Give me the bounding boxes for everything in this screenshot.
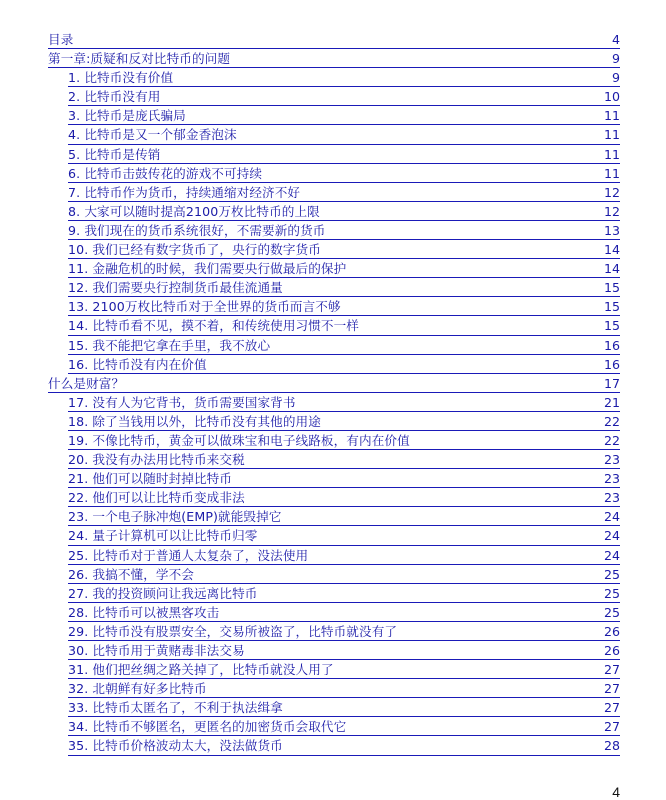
toc-entry-label: 1. 比特币没有价值 xyxy=(68,70,174,86)
toc-entry-page-number: 9 xyxy=(611,51,620,67)
toc-entry-page-number: 26 xyxy=(603,623,620,639)
toc-heading-link[interactable] xyxy=(48,49,620,68)
toc-heading-link[interactable] xyxy=(48,374,620,393)
toc-entry-page-number: 26 xyxy=(603,643,620,658)
toc-entry-label: 31. 他们把丝绸之路关掉了，比特币就没人用了 xyxy=(68,662,334,678)
toc-entry-page-number: 12 xyxy=(603,184,620,200)
toc-entry-label: 20. 我没有办法用比特币来交税 xyxy=(68,452,245,468)
toc-entry-page-number: 13 xyxy=(603,222,620,238)
toc-entry-label: 34. 比特币不够匿名，更匿名的加密货币会取代它 xyxy=(68,719,347,735)
toc-item-link[interactable] xyxy=(68,488,620,507)
page-number: 4 xyxy=(612,784,620,800)
toc-item-link[interactable] xyxy=(68,164,620,183)
toc-entry-page-number: 11 xyxy=(603,127,620,143)
toc-entry-page-number: 15 xyxy=(603,280,620,296)
toc-entry-page-number: 14 xyxy=(603,242,620,258)
toc-entry-label: 22. 他们可以让比特币变成非法 xyxy=(68,490,245,506)
toc-entry-page-number: 11 xyxy=(603,165,620,181)
toc-entry-label: 18. 除了当钱用以外，比特币没有其他的用途 xyxy=(68,413,321,429)
toc-item-link[interactable] xyxy=(68,316,620,335)
toc-item-link[interactable] xyxy=(68,87,620,106)
toc-entry-label: 30. 比特币用于黄赌毒非法交易 xyxy=(68,643,245,658)
toc-entry-label: 33. 比特币太匿名了，不利于执法缉拿 xyxy=(68,700,283,716)
toc-item-link[interactable] xyxy=(68,679,620,698)
toc-item-link[interactable] xyxy=(68,603,620,622)
toc-entry-label: 2. 比特币没有用 xyxy=(68,89,161,105)
toc-entry-label: 25. 比特币对于普通人太复杂了，没法使用 xyxy=(68,547,309,563)
toc-item-link[interactable] xyxy=(68,622,620,641)
toc-item-link[interactable] xyxy=(68,507,620,526)
toc-item-link[interactable] xyxy=(68,546,620,565)
toc-item-link[interactable] xyxy=(68,469,620,488)
toc-entry-label: 16. 比特币没有内在价值 xyxy=(68,356,207,372)
toc-item-link[interactable] xyxy=(68,660,620,679)
toc-entry-page-number: 28 xyxy=(603,738,620,754)
toc-entry-label: 6. 比特币击鼓传花的游戏不可持续 xyxy=(68,165,263,181)
toc-entry-label: 什么是财富？ xyxy=(48,375,125,391)
toc-item-link[interactable] xyxy=(68,584,620,603)
toc-entry-label: 21. 他们可以随时封掉比特币 xyxy=(68,471,233,487)
toc-item-link[interactable] xyxy=(68,641,620,660)
table-of-contents xyxy=(0,30,666,756)
toc-item-link[interactable] xyxy=(68,336,620,355)
toc-entry-label: 3. 比特币是庞氏骗局 xyxy=(68,108,186,124)
toc-item-link[interactable] xyxy=(68,278,620,297)
toc-heading-link[interactable] xyxy=(48,30,620,49)
toc-item-link[interactable] xyxy=(68,355,620,374)
toc-entry-label: 28. 比特币可以被黑客攻击 xyxy=(68,604,220,620)
toc-entry-label: 14. 比特币看不见，摸不着，和传统使用习惯不一样 xyxy=(68,318,359,334)
toc-entry-page-number: 9 xyxy=(611,70,620,86)
toc-item-link[interactable] xyxy=(68,450,620,469)
toc-entry-page-number: 23 xyxy=(603,452,620,468)
toc-entry-page-number: 24 xyxy=(603,547,620,563)
toc-entry-label: 32. 北朝鲜有好多比特币 xyxy=(68,681,207,697)
toc-entry-label: 17. 没有人为它背书，货币需要国家背书 xyxy=(68,394,296,410)
toc-item-link[interactable] xyxy=(68,412,620,431)
toc-entry-page-number: 11 xyxy=(603,146,620,162)
toc-entry-page-number: 16 xyxy=(603,337,620,353)
toc-entry-page-number: 27 xyxy=(603,700,620,716)
toc-entry-page-number: 15 xyxy=(603,318,620,334)
toc-item-link[interactable] xyxy=(68,68,620,87)
toc-item-link[interactable] xyxy=(68,240,620,259)
toc-entry-page-number: 27 xyxy=(603,681,620,697)
toc-entry-page-number: 15 xyxy=(603,299,620,315)
toc-item-link[interactable] xyxy=(68,106,620,125)
toc-item-link[interactable] xyxy=(68,183,620,202)
toc-item-link[interactable] xyxy=(68,698,620,717)
toc-item-link[interactable] xyxy=(68,736,620,755)
toc-entry-label: 11. 金融危机的时候，我们需要央行做最后的保护 xyxy=(68,261,347,277)
toc-item-link[interactable] xyxy=(68,125,620,144)
toc-entry-label: 27. 我的投资顾问让我远离比特币 xyxy=(68,585,258,601)
toc-item-link[interactable] xyxy=(68,565,620,584)
toc-item-link[interactable] xyxy=(68,259,620,278)
toc-entry-label: 15. 我不能把它拿在手里，我不放心 xyxy=(68,337,271,353)
toc-entry-label: 4. 比特币是又一个郁金香泡沫 xyxy=(68,127,237,143)
toc-item-link[interactable] xyxy=(68,717,620,736)
toc-entry-page-number: 24 xyxy=(603,528,620,544)
toc-entry-label: 29. 比特币没有股票安全，交易所被盗了，比特币就没有了 xyxy=(68,623,398,639)
toc-entry-page-number: 25 xyxy=(603,566,620,582)
toc-entry-label: 第一章:质疑和反对比特币的问题 xyxy=(48,51,231,67)
toc-item-link[interactable] xyxy=(68,202,620,221)
toc-entry-page-number: 25 xyxy=(603,585,620,601)
toc-entry-label: 13. 2100万枚比特币对于全世界的货币而言不够 xyxy=(68,299,341,315)
toc-entry-page-number: 11 xyxy=(603,108,620,124)
toc-entry-label: 35. 比特币价格波动太大，没法做货币 xyxy=(68,738,283,754)
toc-entry-page-number: 21 xyxy=(603,394,620,410)
toc-item-link[interactable] xyxy=(68,221,620,240)
toc-entry-page-number: 23 xyxy=(603,490,620,506)
toc-entry-label: 26. 我搞不懂，学不会 xyxy=(68,566,194,582)
toc-entry-page-number: 10 xyxy=(603,89,620,105)
toc-entry-page-number: 25 xyxy=(603,604,620,620)
toc-entry-page-number: 4 xyxy=(611,32,620,47)
toc-entry-label: 5. 比特币是传销 xyxy=(68,146,161,162)
toc-item-link[interactable] xyxy=(68,145,620,164)
toc-entry-label: 24. 量子计算机可以让比特币归零 xyxy=(68,528,258,544)
toc-entry-page-number: 22 xyxy=(603,413,620,429)
toc-entry-label: 目录 xyxy=(48,32,74,47)
toc-entry-page-number: 22 xyxy=(603,432,620,448)
toc-entry-label: 9. 我们现在的货币系统很好，不需要新的货币 xyxy=(68,222,326,238)
toc-entry-page-number: 16 xyxy=(603,356,620,372)
toc-item-link[interactable] xyxy=(68,431,620,450)
toc-entry-page-number: 17 xyxy=(603,375,620,391)
toc-entry-page-number: 23 xyxy=(603,471,620,487)
toc-item-link[interactable] xyxy=(68,526,620,545)
toc-entry-page-number: 24 xyxy=(603,509,620,525)
toc-entry-page-number: 27 xyxy=(603,719,620,735)
toc-entry-label: 23. 一个电子脉冲炮(EMP)就能毁掉它 xyxy=(68,509,282,525)
toc-item-link[interactable] xyxy=(68,297,620,316)
toc-entry-label: 19. 不像比特币，黄金可以做珠宝和电子线路板，有内在价值 xyxy=(68,432,410,448)
toc-entry-page-number: 27 xyxy=(603,662,620,678)
toc-entry-label: 10. 我们已经有数字货币了，央行的数字货币 xyxy=(68,242,321,258)
toc-entry-page-number: 14 xyxy=(603,261,620,277)
toc-entry-label: 8. 大家可以随时提高2100万枚比特币的上限 xyxy=(68,203,320,219)
toc-entry-label: 7. 比特币作为货币，持续通缩对经济不好 xyxy=(68,184,301,200)
toc-item-link[interactable] xyxy=(68,393,620,412)
toc-entry-page-number: 12 xyxy=(603,203,620,219)
toc-entry-label: 12. 我们需要央行控制货币最佳流通量 xyxy=(68,280,283,296)
